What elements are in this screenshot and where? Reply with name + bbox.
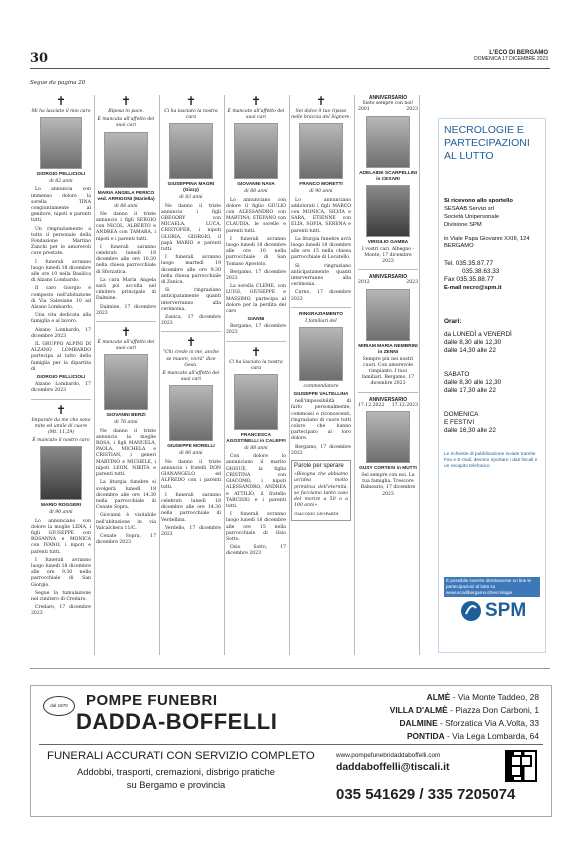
ad-services: Addobbi, trasporti, cremazioni, disbrigo pratiche (76, 766, 275, 777)
intro-text: È mancato all'affetto dei suoi cari (162, 371, 220, 383)
ad-slogan: FUNERALI ACCURATI CON SERVIZIO COMPLETO (47, 750, 315, 762)
location-address: - Sforzatica Via A.Volta, 33 (437, 718, 539, 728)
hours-line: dalle 14,30 alle 22 (444, 347, 496, 354)
deceased-name: GIOVANNI BERZI (106, 413, 146, 419)
advert-title: NECROLOGIE E PARTECIPAZIONI AL LUTTO (444, 124, 530, 162)
col-divider (289, 95, 290, 655)
deceased-name: GIORGIO PELLICIOLI (36, 172, 86, 178)
deceased-name: ADELAIDE SCARPELLINI in CESARI (359, 170, 417, 182)
hours-line: dalle 16,30 alle 22 (444, 427, 496, 434)
portrait-photo (366, 289, 410, 341)
anniversary-text: Sieto sempre con noi! (362, 101, 414, 107)
year-label: 17.12.2023 (391, 402, 418, 408)
intro-text: Ci ha lasciato la nostra cara (164, 109, 218, 121)
location-city: PONTIDA (406, 731, 445, 741)
obit-text: Il caro Giorgio è composto nell'abitazione di Via Salesiane 10 ad Alzano Lombardo. (31, 286, 91, 311)
hours-line: da LUNEDÌ a VENERDÌ (444, 331, 512, 338)
intro-text: È mancato il nostro caro (32, 438, 90, 444)
hours-line: E FESTIVI (444, 419, 475, 426)
location-address: - Piazza Don Carboni, 1 (447, 705, 539, 715)
deceased-name: GUSY CORTESI in MUTTI (359, 466, 417, 472)
cross-icon: ✝ (250, 344, 262, 359)
ad-divider (39, 744, 543, 745)
obit-text: Ne danno il triste annuncio i fratelli DON GIANANGELO ed ALFREDO con i parenti tutti. (161, 459, 221, 490)
deceased-age: di 88 anni (244, 446, 268, 452)
anniversary-heading: ANNIVERSARIO (368, 274, 408, 281)
obit-date: Verdello, 17 dicembre 2023 (161, 525, 221, 537)
obit-text: nell'impossibilità di farlo personalmente, commossi e riconoscenti, ringraziano di cuore tutti coloro che hanno partecipato al loro dolore. (291, 399, 351, 442)
obit-date: Credaro, 17 dicembre 2023 (31, 605, 91, 617)
since-badge: dal 1970 (43, 696, 75, 716)
location-city: ALMÈ (426, 692, 451, 702)
quote-text: Riposa in pace. (108, 109, 144, 114)
words-quote: «Bisogna che abbiamo un'idea molto primitiva dell'eternità, se facciamo tanto caso del morire a 50 o a 100 anni» (294, 472, 348, 509)
obit-date: Dalmine, 17 dicembre 2023 (96, 304, 156, 316)
col-divider (419, 95, 420, 655)
deceased-name: GIUSEPPE MORELLI (167, 444, 215, 450)
hours-line: dalle 8,30 alle 12,30 (444, 339, 502, 346)
portrait-photo (366, 116, 410, 168)
obit-text: I funerali avranno luogo lunedì 18 dicembre alle ore 15 nella parrocchiale di Osio Sotto. (226, 512, 286, 542)
separator (291, 307, 351, 308)
obituary-column-5 (291, 95, 351, 655)
location-2 (390, 705, 539, 715)
advert-line: Si ricevono allo sportello (444, 198, 513, 204)
advert-note: Le richieste di pubblicazione inviate tramite Fax e E-mail, devono riportare i dati fiscali e un recapito telefonico (444, 452, 538, 469)
separator (226, 341, 286, 342)
obit-text: I funerali saranno celebrati lunedì 18 dicembre alle ore 10.30 nella chiesa parrocchiale di Sforzatica. (96, 244, 156, 275)
deceased-age: di 86 anni (179, 451, 203, 457)
cross-icon: ✝ (250, 95, 262, 108)
obit-text: Ne danno il triste annuncio i figli GREGORY con MICAELA, LUCA, CRISTOFER, i nipoti GLORIA, GIORGIO, il papà MARIO e parenti tutti. (161, 203, 221, 253)
location-3 (400, 718, 540, 728)
obit-text: Si ringraziano anticipatamente quanti interverranno alla cerimonia. (161, 288, 221, 312)
obituary-column-3 (161, 95, 221, 655)
obit-text: Con dolore lo annunciano il marito GIOSUÈ, la figlia CRISTINA con GIACOMO, i nipoti ALESSANDRO, ANDREA e ATTILIO, il fratello TARCISIO e i parenti tutti. (226, 454, 286, 509)
deceased-name: MARIO ROGGERI (41, 503, 81, 509)
quote-text: Sei dolce il tuo riposo nelle braccia del Signore. (291, 109, 351, 121)
obit-text: Segue la tumulazione nel cimitero di Credaro. (31, 590, 91, 602)
obit-text: La sorella CLEME, con LUIGI, GIUSEPPE e MASSIMO, partecipa al dolore per la perdita del caro (226, 284, 286, 315)
deceased-age: di 76 anni (114, 420, 138, 426)
obit-text: Lo annunciano con dolore il figlio GIULIO con ALESSANDRO con MARTINA, STEFANO con CLAUDIA, le sorelle e parenti tutti. (226, 197, 286, 234)
col-divider (159, 95, 160, 655)
separator (161, 331, 221, 332)
obit-text: I funerali avranno luogo lunedì 18 dicembre alle ore 10 nella parrocchiale di San Tomaso Apostolo. (226, 236, 286, 267)
intro-text: È mancata all'affetto dei suoi cari (97, 117, 155, 129)
anniversary-text: Sei sempre con noi. La tua famiglia. Trescore Balneario, 17 dicembre 2023 (360, 473, 416, 497)
obit-text: IL GRUPPO ALPINI DI ALZANO LOMBARDO partecipa al lutto della famiglia per la dipartita di (31, 342, 91, 372)
obit-date: Cenate Sopra, 17 dicembre 2023 (96, 533, 156, 546)
col-divider (354, 95, 355, 655)
header-rule (30, 68, 550, 69)
spm-logo (460, 598, 527, 624)
deceased-name: GIORGIO PELLICIOLI (36, 375, 86, 381)
words-title: Parole per sperare (294, 463, 344, 470)
obit-text: Ne danno il triste annuncio la moglie ROSA, i figli MANUELA, PAOLA, MICHELA e CRISTIAN, i generi MARTINO e MICHELE, i nipoti LEON, NIKITA e parenti tutti. (96, 428, 156, 478)
obit-date: Bergamo, 17 dicembre 2023 (226, 269, 286, 282)
online-banner[interactable]: È possibile inserire direttamente on line le partecipazioni al lutto su www.ecodibergamo.it/necrologie (444, 577, 540, 597)
col-divider (224, 95, 225, 655)
portrait-photo (234, 123, 278, 179)
qr-code-icon (505, 750, 537, 782)
obit-text: La liturgia funebre avrà luogo lunedì 18 dicembre alle ore 15 nella chiesa parrocchiale di Locatello. (291, 236, 351, 261)
year-label: 2012 (358, 280, 370, 286)
deceased-name: GIUSEPPE VALTELLINA (293, 392, 349, 398)
hours-heading: Orari: (444, 318, 462, 325)
paper-name: L'ECO DI BERGAMO (489, 50, 548, 56)
anniversary-heading: ANNIVERSARIO (368, 396, 408, 403)
portrait-photo (366, 411, 410, 463)
location-city: VILLA D'ALMÈ (389, 705, 448, 715)
year-label: 2001 (358, 107, 370, 113)
year-label: 2023 (406, 280, 418, 286)
words-author: GIACOMO LEOPARDI (294, 511, 339, 517)
cross-icon: ✝ (120, 325, 132, 340)
obit-date: Osio Sotto, 17 dicembre 2023 (226, 545, 286, 557)
intro-text: I familiari del (305, 318, 337, 324)
portrait-photo (299, 327, 343, 381)
obit-text: La cara Maria Angela sarà poi accolta nel cimitero principale di Dalmine. (96, 277, 156, 302)
obit-text: Si ringraziano anticipatamente quanti interverranno alla cerimonia. (291, 263, 351, 288)
obit-text: La liturgia funebre si svolgerà lunedì 18 dicembre alle ore 14.30 nella parrocchiale di Cenate Sopra. (96, 480, 156, 511)
hours-line: dalle 17,30 alle 22 (444, 387, 496, 394)
obit-date: Curno, 17 dicembre 2023 (291, 290, 351, 302)
funeral-home-advert (30, 685, 552, 817)
quote-text: Imparate da me che sono mite ed umile di cuore (Mt. 11,29) (31, 417, 91, 435)
deceased-age: di 90 anni (49, 510, 73, 516)
continued-note: Segue da pagina 20 (30, 80, 86, 86)
obit-text: I funerali avranno luogo lunedì 18 dicembre alle ore 10 nella Basilica di Alzano Lombardo. (31, 259, 91, 284)
obit-date: Alzano Lombardo, 17 dicembre 2023 (31, 382, 91, 394)
quote-text: "Chi crede in me, anche se muore, vivrà" dice Gesù. (163, 350, 219, 368)
deceased-age: di 82 anni (49, 179, 73, 185)
location-4 (407, 731, 539, 741)
obit-text: Giovanni è visitabile nell'abitazione in via Valcalchera 11/C. (96, 513, 156, 531)
obit-text: Una vita dedicata alla famiglia e al lavoro. (31, 313, 91, 325)
obit-text: I funerali avranno luogo lunedì 18 dicembre alle ore 9.30 nella parrocchiale di San Giorgio. (31, 557, 91, 588)
ad-phones: 035 541629 / 335 7205074 (336, 786, 516, 803)
section-heading: RINGRAZIAMENTO (299, 311, 343, 317)
year-label: 17.12.2022 (358, 402, 385, 408)
advert-line: Società Unipersonale (444, 214, 500, 220)
deceased-name: MIRIAM MARIA NEMBRINI in ZENNI (358, 343, 418, 355)
intro-text: Mi ha lasciato il mio caro (31, 109, 91, 114)
ad-services: su Bergamo e provincia (126, 779, 226, 790)
obit-date: Alzano Lombardo, 17 dicembre 2023 (31, 327, 91, 339)
page-header-right (474, 50, 548, 62)
separator (31, 399, 91, 400)
portrait-photo (234, 374, 278, 430)
portrait-photo (40, 117, 82, 169)
brand-line-1: POMPE FUNEBRI (86, 692, 218, 709)
location-address: - Via Monte Taddeo, 28 (450, 692, 539, 702)
obituary-column-1 (31, 95, 91, 655)
advert-line: SESAAB Servizi srl (444, 206, 494, 212)
portrait-photo (40, 446, 82, 500)
hours-line: DOMENICA (444, 411, 479, 418)
words-box (291, 460, 351, 520)
deceased-name: GIOVANNI NAVA (237, 182, 275, 188)
deceased-name: VIRGILIO GAMBA (367, 239, 409, 245)
ad-email[interactable]: daddaboffelli@tiscali.it (336, 762, 450, 773)
portrait-photo (169, 123, 213, 179)
cross-icon: ✝ (185, 335, 197, 350)
cross-icon: ✝ (185, 95, 197, 108)
brand-line-2: DADDA-BOFFELLI (76, 709, 278, 734)
page-number: 30 (30, 51, 49, 66)
cross-icon: ✝ (55, 402, 67, 417)
anniversary-heading: ANNIVERSARIO (368, 95, 408, 101)
intro-text: È mancato all'affetto dei suoi cari (227, 109, 285, 121)
obit-date: Zanica, 17 dicembre 2023 (161, 315, 221, 327)
advert-phone: Tel. 035.35.87.77 (444, 260, 494, 267)
deceased-name: GIANNI (247, 317, 265, 323)
footer-rule (30, 668, 550, 669)
obit-text: Un ringraziamento a tutto il personale della Fondazione Martino Zanchi per le amorevoli cure prestate. (31, 226, 91, 257)
location-1 (427, 692, 539, 702)
portrait-photo (104, 354, 148, 410)
obit-date: Bergamo, 17 dicembre 2023 (291, 444, 351, 456)
col-divider (94, 95, 95, 655)
deceased-name: MARIA ANGELA PERICO ved. ARRIGONI (Mariella) (97, 190, 155, 202)
obit-text: Lo annunciano addolorati i figli MARCO con MONICA, SILVIA e SARA, ETIENNE con ELIA, SOFIA, SERENA e parenti tutti. (291, 197, 351, 234)
cross-icon: ✝ (55, 95, 67, 108)
obit-text: Lo annuncia con immenso dolore la sorella TINA congiuntamente al genitore, nipoti e parenti tutti. (31, 187, 91, 224)
advert-phone: 035.38.63.33 (462, 268, 500, 275)
issue-date: DOMENICA 17 DICEMBRE 2023 (474, 56, 548, 62)
location-address: - Via Lega Lombarda, 64 (444, 731, 539, 741)
portrait-photo (366, 185, 410, 237)
location-city: DALMINE (399, 718, 438, 728)
advert-email[interactable]: E-mail necro@spm.it (444, 285, 502, 291)
separator (358, 269, 418, 270)
portrait-photo (299, 123, 343, 179)
deceased-age: di 88 anni (114, 203, 138, 209)
separator (96, 321, 156, 322)
advert-address: in Viale Papa Giovanni XXIII, 124 BERGAMO (444, 236, 530, 249)
year-label: 2023 (406, 107, 418, 113)
portrait-photo (104, 132, 148, 188)
ad-website[interactable]: www.pompefunebridaddaboffelli.com (336, 752, 441, 759)
deceased-age: di 83 anni (179, 195, 203, 201)
anniversary-text: I vostri cari. Albegno - Monte, 17 dicembre 2023 (362, 246, 414, 265)
obituary-column-4 (226, 95, 286, 655)
intro-text: È mancato all'affetto dei suoi cari (97, 340, 155, 352)
advert-line: Divisione SPM (444, 222, 482, 228)
obituary-column-2 (96, 95, 156, 655)
portrait-photo (169, 385, 213, 441)
deceased-name: GIUSEPPINA MAGRI (Gizzy) (167, 182, 215, 194)
deceased-name: FRANCO MORETTI (299, 182, 343, 188)
obit-text: I funerali saranno celebrati lunedì 18 dicembre alle ore 14.30 nella parrocchiale di Verdellina. (161, 492, 221, 523)
obit-text: Ne danno il triste annuncio i figli SERGIO con NICOL, ALBERTO e ANDREA con TAMARA, i nipoti e i parenti tutti. (96, 211, 156, 242)
cross-icon: ✝ (120, 95, 132, 108)
title-text: commendatore (303, 384, 339, 390)
hours-line: dalle 8,30 alle 12,30 (444, 379, 502, 386)
deceased-age: di 90 anni (309, 189, 333, 195)
deceased-name: FRANCESCA AGOSTINELLI in CALEFFI (226, 433, 286, 445)
obit-text: Lo annunciano con dolore la moglie LIDIA, i figli GIUSEPPE con ROSANNA e MONICA con IVANO, i nipoti e parenti tutti. (31, 518, 91, 555)
anniversary-column (358, 95, 418, 655)
spm-logo-text: SPM (485, 600, 527, 621)
separator (358, 392, 418, 393)
anniversary-text: Sempre più nei nostri cuori. Con amorevole rimpianto. I tuoi familiari. Bergamo, 17 dicembre 2023 (361, 356, 415, 387)
advert-fax: Fax 035.35.88.77 (444, 276, 494, 283)
obit-text: I funerali avranno luogo martedì 19 dicembre alle ore 9.30 nella chiesa parrocchiale di Zanica. (161, 255, 221, 286)
obit-date: Bergamo, 17 dicembre 2023 (226, 324, 286, 336)
intro-text: Ci ha lasciato la nostra cara (229, 359, 283, 371)
hours-line: SABATO (444, 371, 470, 378)
spm-advert (438, 118, 546, 653)
deceased-age: di 88 anni (244, 189, 268, 195)
cross-icon: ✝ (315, 95, 327, 108)
